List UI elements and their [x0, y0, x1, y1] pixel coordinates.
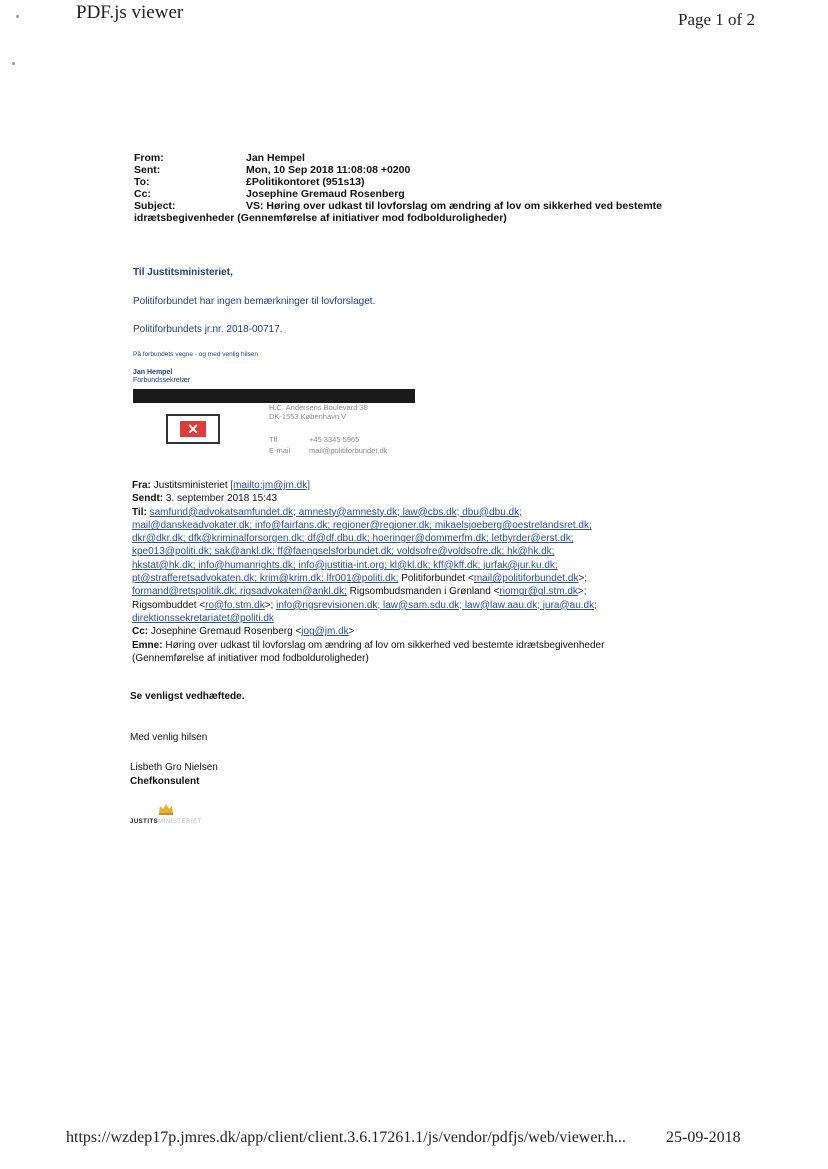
recipient-links[interactable]: mail@danskeadvokater.dk; info@fairfans.dk; regioner@regioner.dk; mikaelsjoeberg@oestrelandsret.dk;: [132, 519, 592, 531]
body-line-2: Politiforbundets jr.nr. 2018-00717.: [133, 324, 283, 335]
ministry-logo: [130, 819, 202, 825]
fwd-from-row: [132, 479, 652, 492]
recipient-link[interactable]: direktionssekretariatet@politi.dk: [132, 612, 274, 624]
fwd-from-link[interactable]: [mailto:jm@jm.dk]: [230, 480, 310, 491]
recipient-links[interactable]: formand@retspolitik.dk; rigsadvokaten@ankl.dk;: [132, 586, 347, 598]
sent-label: Sent:: [134, 164, 161, 176]
recipient-links[interactable]: dkr@dkr.dk; dfk@kriminalforsorgen.dk; df@df.dbu.dk; hoeringer@dommerfm.dk; letbyrder@erst.dk;: [132, 533, 574, 545]
sent-value: Mon, 10 Sep 2018 11:08:08 +0200: [246, 164, 411, 176]
fwd-to-row: [132, 506, 652, 519]
recipient-text: >;: [578, 573, 588, 585]
forwarded-message: [132, 479, 652, 665]
cc-label: Cc:: [134, 188, 151, 200]
fwd-subject-row: [132, 639, 652, 652]
to-label: To:: [134, 176, 150, 188]
tel-label: Tlf: [269, 435, 278, 444]
recipient-text: Politiforbundet <: [398, 573, 474, 585]
address-street: H.C. Andersens Boulevard 38: [269, 403, 368, 412]
greeting: Til Justitsministeriet,: [133, 267, 233, 278]
fwd-cc-link[interactable]: jog@jm.dk: [301, 626, 349, 638]
email-label: E-mail: [269, 446, 291, 455]
fwd-subject-value: Høring over udkast til lovforslag om ændring af lov om sikkerhed ved bestemte idrætsbegivenheder: [165, 639, 605, 651]
email-value: mail@politiforbundet.dk: [309, 446, 388, 455]
recipient-text: >;: [264, 599, 277, 611]
from-label: From:: [134, 152, 164, 164]
subject-continuation: idrætsbegivenheder (Gennemførelse af initiativer mod fodbolduroligheder): [134, 212, 507, 224]
body-line-1: Politiforbundet har ingen bemærkninger til lovforslaget.: [133, 296, 376, 307]
recipient-link[interactable]: ro@fo.stm.dk: [205, 599, 265, 611]
see-attached: Se venligst vedhæftede.: [130, 691, 245, 702]
scan-dot: [16, 15, 19, 18]
redaction-bar: [133, 389, 415, 403]
viewer-title: PDF.js viewer: [76, 2, 184, 23]
recipient-text: Rigsombuddet <: [132, 599, 206, 611]
cc-value: Josephine Gremaud Rosenberg: [246, 188, 405, 200]
signature-name: Jan Hempel: [133, 369, 173, 376]
fwd-cc-value: Josephine Gremaud Rosenberg <: [150, 626, 302, 638]
regards: Med venlig hilsen: [130, 732, 208, 743]
closing-line: På forbundets vegne - og med venlig hilsen: [133, 351, 259, 358]
broken-image-icon: ✕: [166, 414, 220, 444]
footer-url: https://wzdep17p.jmres.dk/app/client/client.3.6.17261.1/js/vendor/pdfjs/web/viewer.h...: [66, 1129, 626, 1146]
fwd-sent-value: 3. september 2018 15:43: [165, 493, 278, 505]
subject-value: VS: Høring over udkast til lovforslag om ændring af lov om sikkerhed ved bestemte: [246, 200, 663, 212]
recipient-link[interactable]: mail@politiforbundet.dk: [473, 573, 579, 585]
subject-label: Subject:: [134, 200, 176, 212]
sender-name: Lisbeth Gro Nielsen: [130, 762, 218, 773]
signature-title: Forbundssekretær: [133, 377, 191, 384]
scan-dot: [12, 62, 15, 65]
page-indicator: Page 1 of 2: [678, 10, 755, 29]
recipient-text: Rigsombudsmanden i Grønland <: [346, 586, 500, 598]
fwd-to-label: Til:: [132, 506, 147, 518]
fwd-cc-end: >: [348, 626, 355, 638]
fwd-from-label: Fra:: [132, 480, 151, 491]
recipient-text: >;: [577, 586, 587, 598]
to-value: £Politikontoret (951s13): [246, 176, 365, 188]
address-city: DK-1553 København V: [269, 412, 347, 421]
tel-value: +45 3345 5965: [309, 435, 360, 444]
fwd-sent-row: [132, 492, 652, 505]
footer-date: 25-09-2018: [666, 1129, 741, 1146]
fwd-cc-row: [132, 625, 652, 638]
fwd-sent-label: Sendt:: [132, 493, 164, 505]
sender-title: Chefkonsulent: [130, 776, 200, 787]
ministry-logo-light: MINISTERIET: [158, 819, 202, 825]
recipient-links[interactable]: pt@strafferetsadvokaten.dk; krim@krim.dk; lfr001@politi.dk;: [132, 573, 399, 585]
recipient-links[interactable]: hkstat@hk.dk; info@humanrights.dk; info@justitia-int.org; kl@kl.dk; kff@kff.dk; jurfak@jur.ku.dk;: [132, 559, 558, 571]
from-value: Jan Hempel: [246, 152, 305, 164]
recipient-links[interactable]: samfund@advokatsamfundet.dk; amnesty@amnesty.dk; law@cbs.dk; dbu@dbu.dk;: [149, 506, 522, 518]
fwd-cc-label: Cc:: [132, 626, 149, 638]
email-header: [134, 152, 662, 224]
recipient-link[interactable]: riomgr@gl.stm.dk: [499, 586, 578, 598]
fwd-from-value: Justitsministeriet: [153, 480, 228, 491]
ministry-logo-dark: JUSTITS: [130, 819, 159, 825]
crown-icon: [158, 803, 174, 815]
fwd-subject-label: Emne:: [132, 639, 163, 651]
recipient-links[interactable]: info@rigsrevisionen.dk; law@sam.sdu.dk; law@law.aau.dk; jura@au.dk;: [276, 599, 597, 611]
recipient-links[interactable]: kpe013@politi.dk; sak@ankl.dk; ff@faengselsforbundet.dk; voldsofre@voldsofre.dk; hk@hk.dk;: [132, 546, 555, 558]
fwd-subject-cont: (Gennemførelse af initiativer mod fodbolduroligheder): [132, 652, 369, 664]
